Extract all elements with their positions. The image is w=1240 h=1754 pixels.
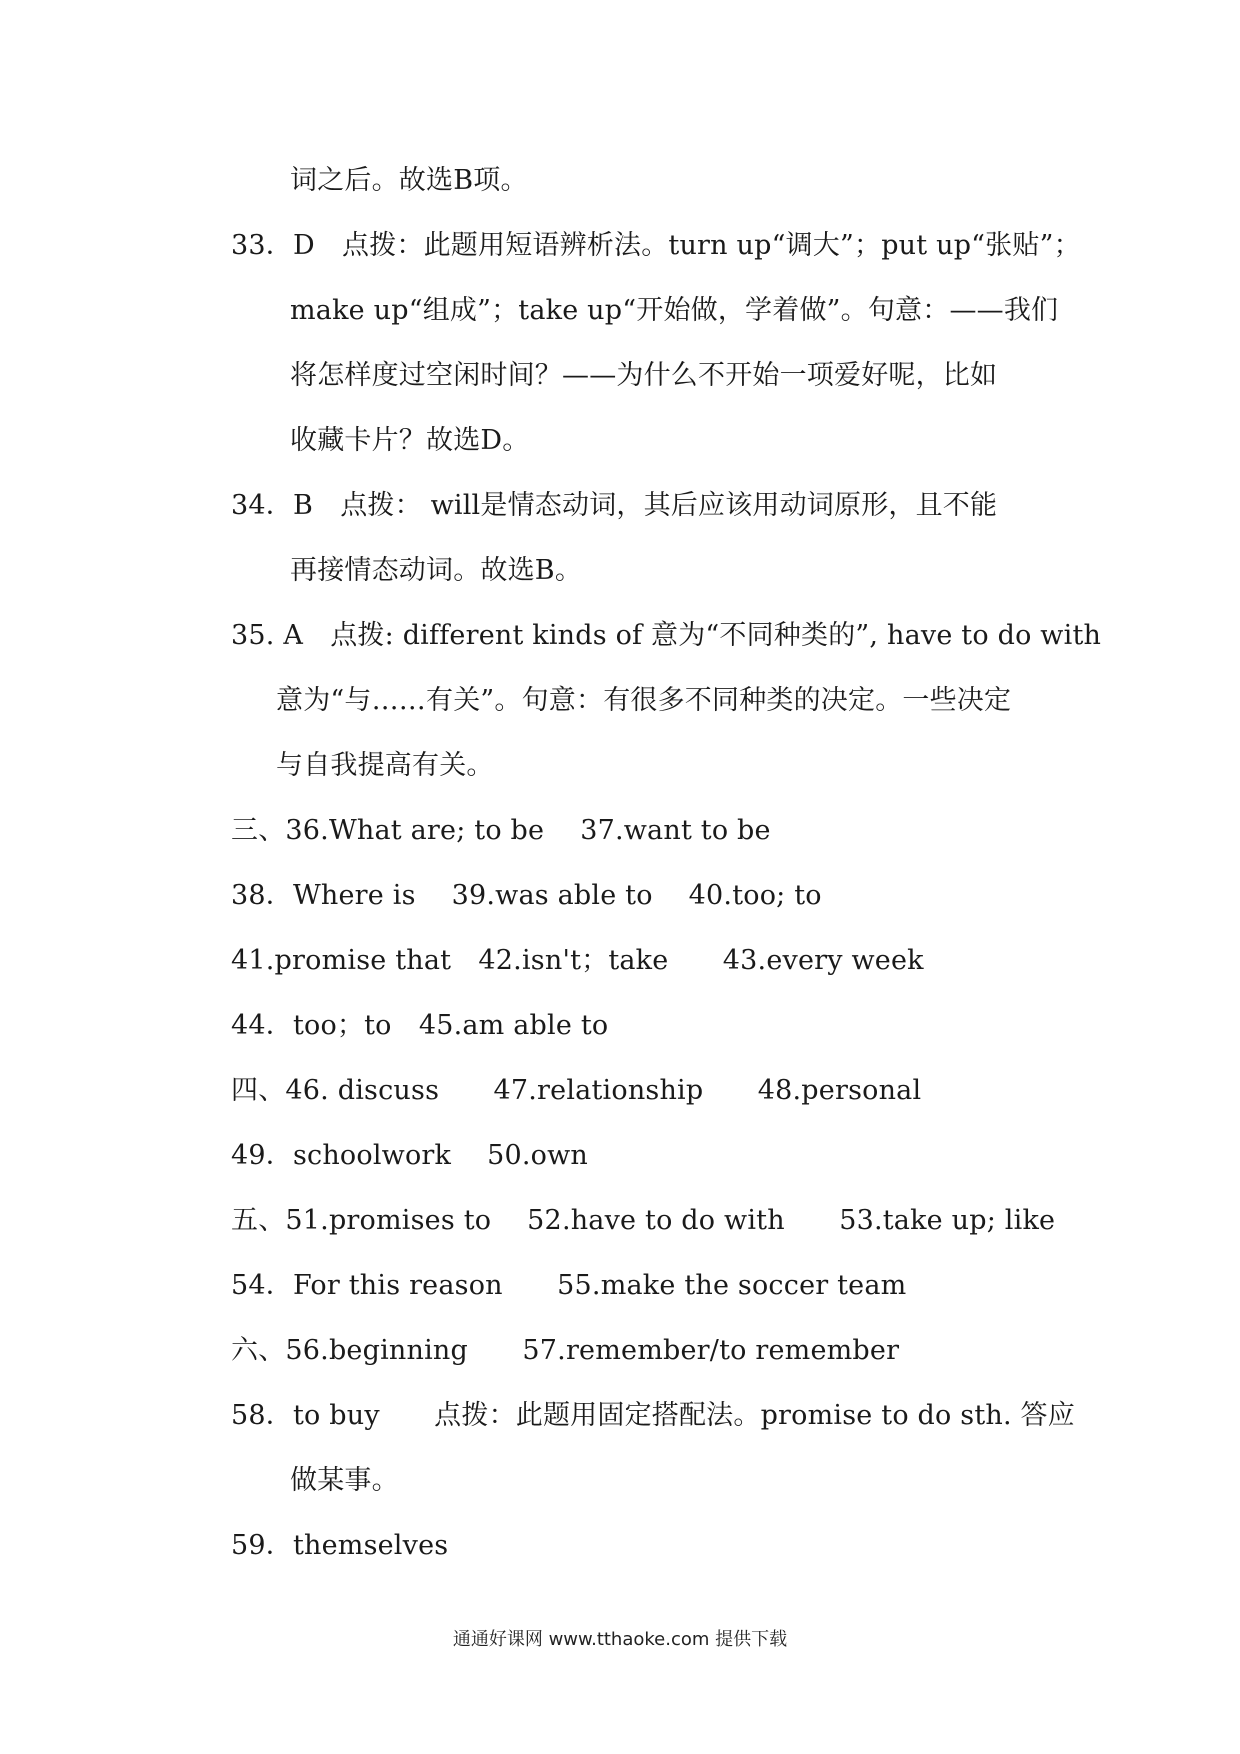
footer-download-note: 通通好课网 www.tthaoke.com 提供下载 — [452, 1629, 788, 1650]
answer-line-33-cont-2: 将怎样度过空闲时间？——为什么不开始一项爱好呢，比如 — [290, 360, 998, 391]
answer-line-34: 34．B 点拨： will是情态动词，其后应该用动词原形，且不能 — [231, 490, 998, 521]
section-five-line-2: 54．For this reason 55.make the soccer team — [231, 1270, 907, 1301]
answer-line-58-cont: 做某事。 — [290, 1465, 399, 1496]
answer-line-35: 35. A 点拨: different kinds of 意为“不同种类的”, have to do with — [231, 620, 1102, 651]
answer-line-35-cont-1: 意为“与……有关”。句意：有很多不同种类的决定。一些决定 — [276, 685, 1012, 716]
answer-line-33: 33．D 点拨：此题用短语辨析法。turn up“调大”；put up“张贴”； — [231, 230, 1081, 261]
answer-line-34-cont: 再接情态动词。故选B。 — [290, 555, 583, 586]
answer-line-35-cont-2: 与自我提高有关。 — [276, 750, 494, 781]
answer-line-33-cont-1: make up“组成”；take up“开始做，学着做”。句意：——我们 — [290, 295, 1059, 326]
answer-line-33-cont-3: 收藏卡片？故选D。 — [290, 425, 530, 456]
section-five-line-1: 五、51.promises to 52.have to do with 53.take up; like — [231, 1205, 1056, 1236]
section-three-line-4: 44．too；to 45.am able to — [231, 1010, 609, 1041]
section-three-line-3: 41.promise that 42.isn't；take 43.every week — [231, 945, 924, 976]
section-three-line-2: 38．Where is 39.was able to 40.too; to — [231, 880, 822, 911]
section-four-line-2: 49．schoolwork 50.own — [231, 1140, 588, 1171]
section-three-line-1: 三、36.What are; to be 37.want to be — [231, 815, 771, 846]
section-six-line-1: 六、56.beginning 57.remember/to remember — [231, 1335, 900, 1366]
answer-line-59: 59．themselves — [231, 1530, 449, 1561]
answer-line-58: 58．to buy 点拨：此题用固定搭配法。promise to do sth. 答应 — [231, 1400, 1075, 1431]
answer-line-32-cont: 词之后。故选B项。 — [290, 165, 528, 196]
section-four-line-1: 四、46. discuss 47.relationship 48.personal — [231, 1075, 922, 1106]
